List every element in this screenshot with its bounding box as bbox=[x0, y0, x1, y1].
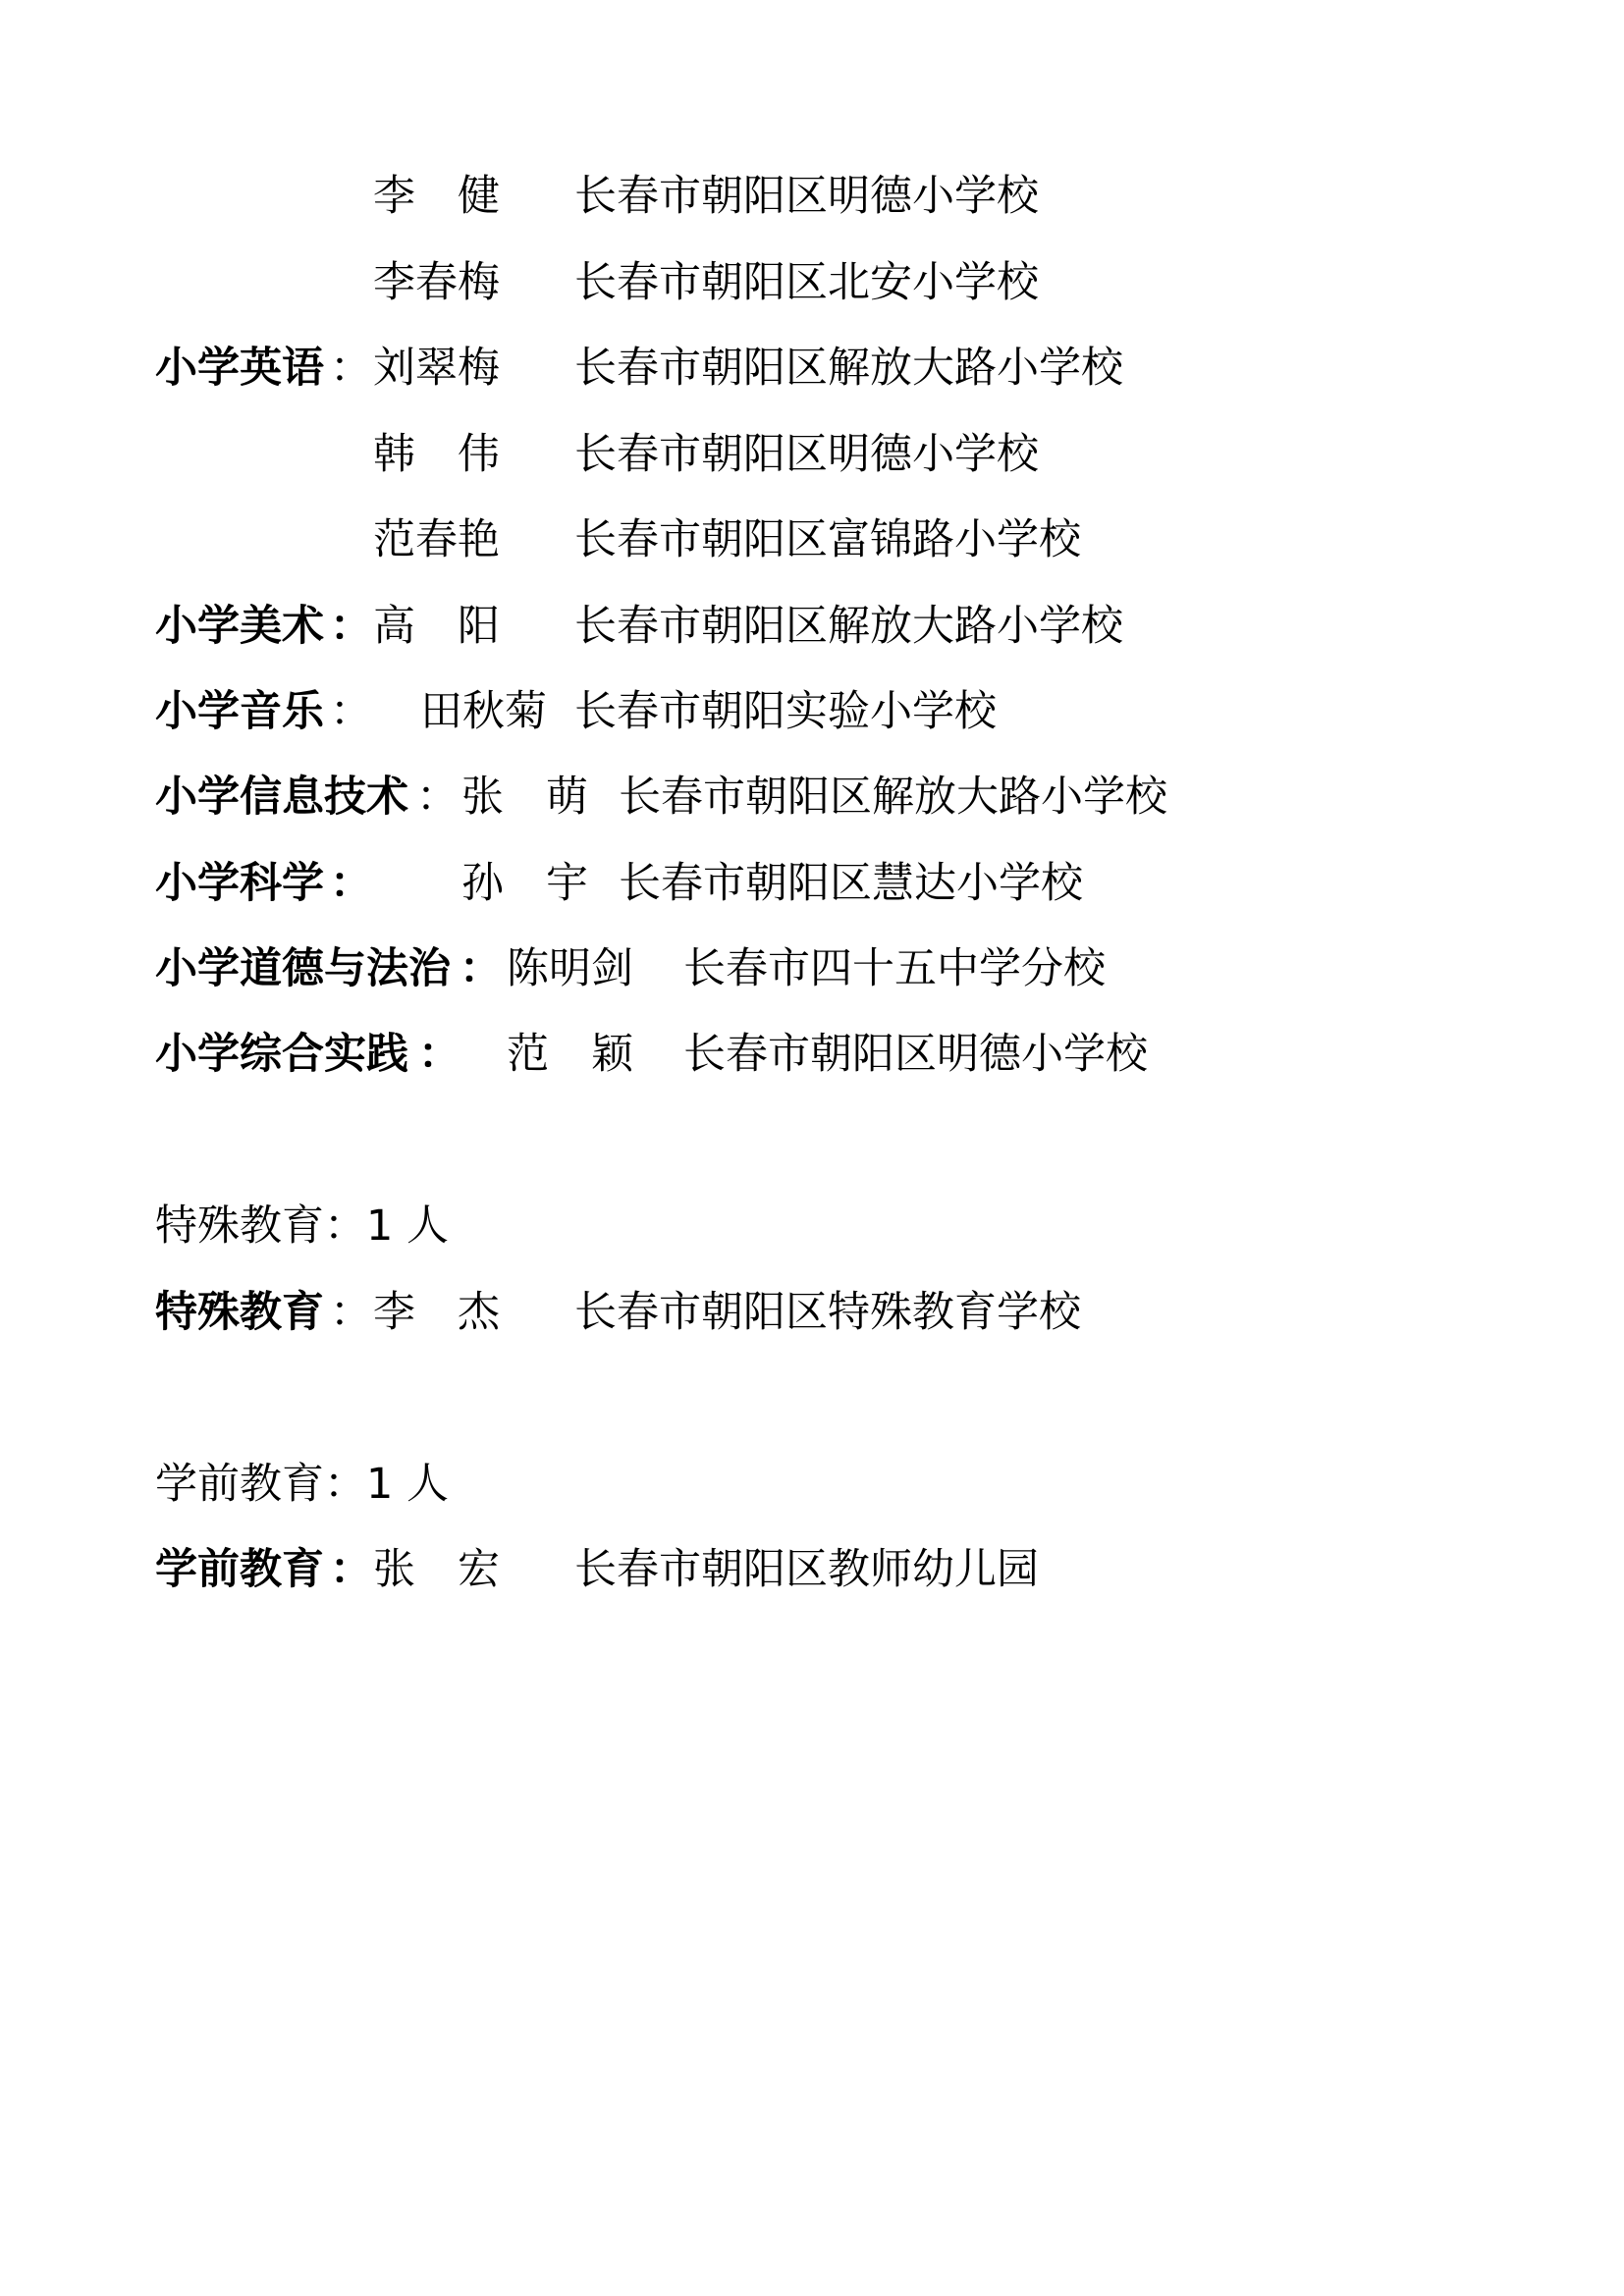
list-item bbox=[0, 165, 1624, 228]
school-name: 长春市朝阳区特殊教育学校 bbox=[574, 1288, 1081, 1337]
school-name: 长春市朝阳实验小学校 bbox=[574, 687, 997, 736]
list-item bbox=[0, 937, 1624, 1000]
label-separator: ： bbox=[460, 944, 502, 993]
list-item bbox=[0, 423, 1624, 486]
school-name: 长春市朝阳区解放大路小学校 bbox=[574, 344, 1123, 393]
school-name: 长春市朝阳区教师幼儿园 bbox=[574, 1545, 1039, 1594]
school-name: 长春市朝阳区慧达小学校 bbox=[619, 859, 1083, 908]
section-heading: 学前教育：1 人 bbox=[155, 1460, 450, 1509]
school-name: 长春市朝阳区富锦路小学校 bbox=[574, 515, 1081, 564]
section-heading-preschool-education bbox=[0, 1453, 1624, 1516]
school-name: 长春市朝阳区明德小学校 bbox=[574, 430, 1039, 479]
teacher-name: 李 杰 bbox=[373, 1288, 500, 1337]
teacher-name: 高 阳 bbox=[373, 602, 500, 651]
teacher-name: 张 萌 bbox=[461, 773, 588, 822]
list-item bbox=[0, 251, 1624, 314]
list-item bbox=[0, 852, 1624, 915]
school-name: 长春市朝阳区解放大路小学校 bbox=[574, 602, 1123, 651]
label-separator: ： bbox=[330, 344, 372, 393]
school-name: 长春市四十五中学分校 bbox=[683, 944, 1106, 993]
teacher-name: 范 颖 bbox=[507, 1030, 633, 1079]
label-separator: ： bbox=[330, 1545, 372, 1594]
subject-label: 小学综合实践 bbox=[155, 1030, 408, 1079]
teacher-name: 李春梅 bbox=[373, 258, 500, 307]
list-item bbox=[0, 595, 1624, 658]
label-separator: ： bbox=[330, 859, 372, 908]
teacher-name: 陈明剑 bbox=[507, 944, 633, 993]
list-item bbox=[0, 766, 1624, 828]
list-item bbox=[0, 1281, 1624, 1344]
section-heading: 特殊教育：1 人 bbox=[155, 1201, 450, 1251]
teacher-name: 韩 伟 bbox=[373, 430, 500, 479]
subject-label: 小学科学 bbox=[155, 859, 324, 908]
subject-label: 特殊教育 bbox=[155, 1288, 324, 1337]
label-separator: ： bbox=[418, 1030, 460, 1079]
subject-label: 小学信息技术 bbox=[155, 773, 408, 822]
teacher-name: 范春艳 bbox=[373, 515, 500, 564]
school-name: 长春市朝阳区北安小学校 bbox=[574, 258, 1039, 307]
subject-label: 小学美术 bbox=[155, 602, 324, 651]
school-name: 长春市朝阳区明德小学校 bbox=[574, 172, 1039, 221]
teacher-name: 刘翠梅 bbox=[373, 344, 500, 393]
label-separator: ： bbox=[330, 602, 372, 651]
label-separator: ： bbox=[330, 1288, 372, 1337]
list-item bbox=[0, 1023, 1624, 1086]
list-item bbox=[0, 508, 1624, 571]
school-name: 长春市朝阳区解放大路小学校 bbox=[619, 773, 1167, 822]
subject-label: 小学英语 bbox=[155, 344, 324, 393]
school-name: 长春市朝阳区明德小学校 bbox=[683, 1030, 1148, 1079]
list-item bbox=[0, 337, 1624, 400]
teacher-name: 张 宏 bbox=[373, 1545, 500, 1594]
list-item bbox=[0, 1538, 1624, 1601]
label-separator: ： bbox=[330, 687, 372, 736]
subject-label: 学前教育 bbox=[155, 1545, 324, 1594]
teacher-name: 孙 宇 bbox=[461, 859, 588, 908]
list-item bbox=[0, 680, 1624, 743]
subject-label: 小学音乐 bbox=[155, 687, 324, 736]
section-heading-special-education bbox=[0, 1195, 1624, 1257]
teacher-name: 田秋菊 bbox=[420, 687, 547, 736]
teacher-name: 李 健 bbox=[373, 172, 500, 221]
label-separator: ： bbox=[416, 773, 459, 822]
subject-label: 小学道德与法治 bbox=[155, 944, 451, 993]
